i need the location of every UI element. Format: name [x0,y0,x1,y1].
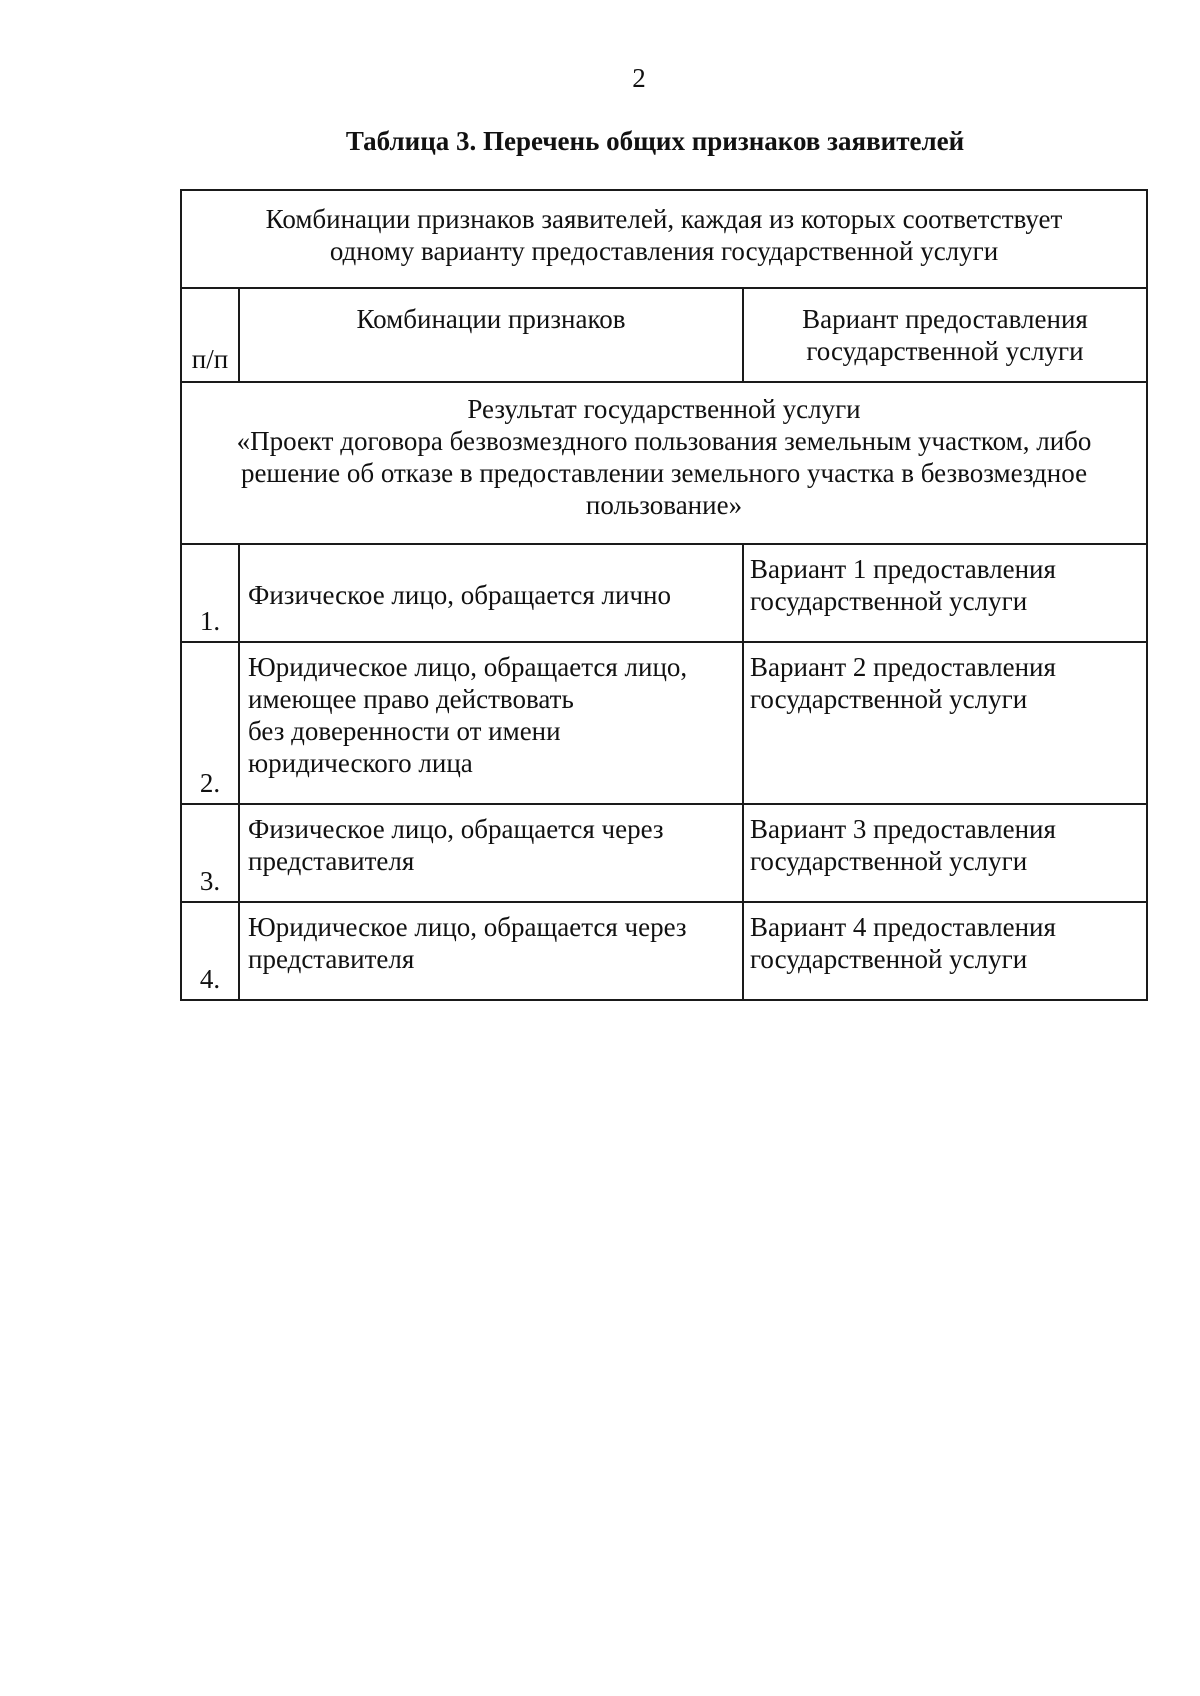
table-row [181,804,1147,902]
header-num: п/п [181,288,239,382]
row-combination [239,642,743,804]
combination-line: Юридическое лицо, обращается через [248,912,687,942]
result-line: Результат государственной услуги [467,394,861,424]
variant-line: государственной услуги [750,944,1028,974]
combination-line: представителя [248,944,415,974]
row-variant [743,804,1147,902]
table-header-row [181,288,1147,382]
applicant-features-table [180,189,1148,1001]
table-row [181,544,1147,642]
row-number: 4. [181,902,239,1000]
header-variant [743,288,1147,382]
header-variant-line: государственной услуги [806,336,1084,366]
table-title: Таблица 3. Перечень общих признаков заявителей [345,126,965,156]
row-number: 3. [181,804,239,902]
combination-line: Физическое лицо, обращается лично [248,580,672,610]
header-combination: Комбинации признаков [239,288,743,382]
variant-line: Вариант 2 предоставления [750,652,1056,682]
combination-line: представителя [248,846,415,876]
row-variant [743,544,1147,642]
combination-line: Физическое лицо, обращается через [248,814,664,844]
header-variant-line: Вариант предоставления [802,304,1088,334]
row-number: 2. [181,642,239,804]
row-number: 1. [181,544,239,642]
caption-line: Комбинации признаков заявителей, каждая из которых соответствует [265,204,1063,234]
result-line: решение об отказе в предоставлении земельного участка в безвозмездное [240,458,1088,488]
page-number: 2 [632,63,646,93]
table-caption [181,190,1147,288]
table-row [181,902,1147,1000]
variant-line: Вариант 4 предоставления [750,912,1056,942]
variant-line: Вариант 1 предоставления [750,554,1056,584]
combination-line: Юридическое лицо, обращается лицо, [248,652,688,682]
table-row [181,642,1147,804]
variant-line: государственной услуги [750,586,1028,616]
variant-line: государственной услуги [750,846,1028,876]
row-combination [239,544,743,642]
row-variant [743,642,1147,804]
combination-line: имеющее право действовать [248,684,574,714]
result-row [181,382,1147,544]
result-line: пользование» [585,490,743,520]
table-caption-row [181,190,1147,288]
service-result [181,382,1147,544]
caption-line: одному варианту предоставления государственной услуги [329,236,999,266]
row-variant [743,902,1147,1000]
combination-line: юридического лица [248,748,473,778]
combination-line: без доверенности от имени [248,716,561,746]
row-combination [239,804,743,902]
row-combination [239,902,743,1000]
variant-line: государственной услуги [750,684,1028,714]
result-line: «Проект договора безвозмездного пользования земельным участком, либо [236,426,1092,456]
variant-line: Вариант 3 предоставления [750,814,1056,844]
